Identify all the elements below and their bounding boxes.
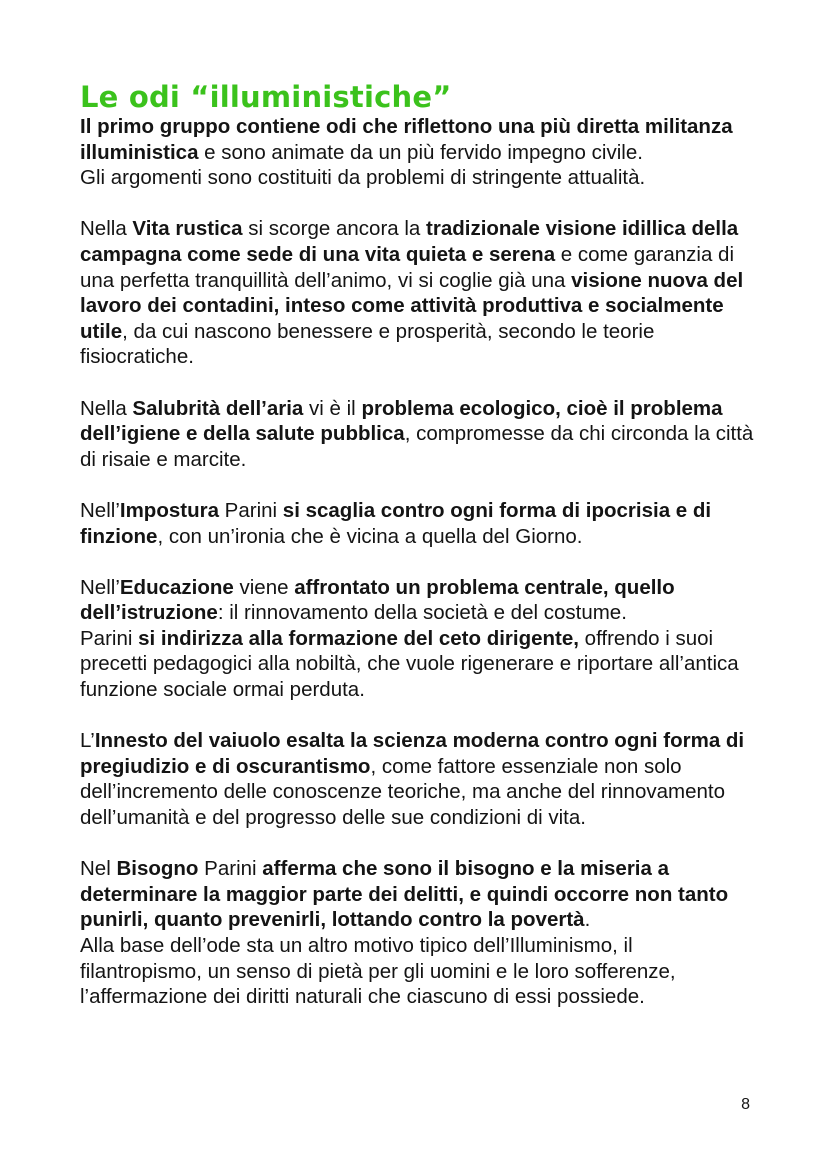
text-run: Nel	[80, 857, 117, 881]
text-run: Nella	[80, 396, 133, 420]
text-run: Il primo gruppo contiene odi che riflettono una più diretta militanza illuministica	[80, 115, 733, 164]
text-run: afferma che sono il bisogno e la miseria a determinare la maggior parte dei delitti, e quindi occorre non tanto punirli, quanto prevenirli, lottando contro la povertà	[80, 857, 729, 932]
text-run: Innesto del vaiuolo esalta la scienza moderna contro ogni forma di pregiudizio e di oscurantismo	[80, 729, 745, 778]
paragraph	[80, 728, 760, 830]
text-run: si scorge ancora la	[242, 217, 427, 241]
text-run: Vita rustica	[132, 217, 243, 241]
text-run: Educazione	[119, 575, 234, 599]
paragraph	[80, 114, 760, 191]
text-run: si indirizza alla formazione del ceto dirigente,	[138, 626, 579, 650]
paragraph	[80, 575, 760, 703]
text-run: Nella	[80, 217, 133, 241]
page-number: 8	[741, 1096, 750, 1113]
paragraph	[80, 396, 760, 473]
text-run: e come garanzia di una perfetta tranquillità dell’animo, vi si coglie già una	[80, 242, 735, 292]
text-run: visione nuova del lavoro dei contadini, inteso come attività produttiva e socialmente utile	[80, 268, 744, 343]
text-run: Nell’	[80, 575, 120, 599]
text-run: , con un’ironia che è vicina a quella del Giorno.	[157, 524, 583, 548]
text-run: . Alla base dell’ode sta un altro motivo tipico dell’Illuminismo, il filantropismo, un senso di pietà per gli uomini e le loro sofferenze, l’affermazione dei diritti naturali che ciascuno di essi possiede.	[80, 908, 676, 1009]
text-run: problema ecologico, cioè il problema dell’igiene e della salute pubblica	[80, 396, 723, 446]
text-run: , come fattore essenziale non solo dell’incremento delle conoscenze teoriche, ma anche del rinnovamento dell’umanità e del progresso delle sue condizioni di vita.	[80, 754, 725, 830]
text-run: : il rinnovamento della società e del costume. Parini	[80, 601, 627, 650]
text-run: tradizionale visione idillica della campagna come sede di una vita quieta e serena	[80, 217, 739, 266]
text-run: Nell’	[80, 498, 120, 522]
text-run: Salubrità dell’aria	[132, 396, 304, 420]
text-run: viene	[233, 575, 295, 599]
text-run: Parini	[198, 857, 263, 881]
body-text	[80, 114, 760, 1035]
text-run: offrendo i suoi precetti pedagogici alla nobiltà, che vuole rigenerare e riportare all’antica funzione sociale ormai perduta.	[80, 626, 739, 702]
page-title: Le odi “illuministiche”	[80, 80, 452, 114]
text-run: Bisogno	[116, 857, 199, 881]
paragraph	[80, 498, 760, 549]
text-run: si scaglia contro ogni forma di ipocrisia e di finzione	[80, 498, 712, 548]
text-run: , da cui nascono benessere e prosperità, secondo le teorie fisiocratiche.	[80, 319, 655, 369]
text-run: , compromesse da chi circonda la città di risaie e marcite.	[80, 422, 754, 471]
paragraph	[80, 856, 760, 1010]
text-run: L’	[80, 729, 95, 753]
text-run: Parini	[218, 498, 283, 522]
text-run: vi è il	[303, 396, 362, 420]
paragraph	[80, 216, 760, 370]
text-run: e sono animate da un più fervido impegno civile. Gli argomenti sono costituiti da problemi di stringente attualità.	[80, 140, 646, 190]
text-run: affrontato un problema centrale, quello dell’istruzione	[80, 575, 675, 625]
text-run: Impostura	[119, 498, 219, 522]
